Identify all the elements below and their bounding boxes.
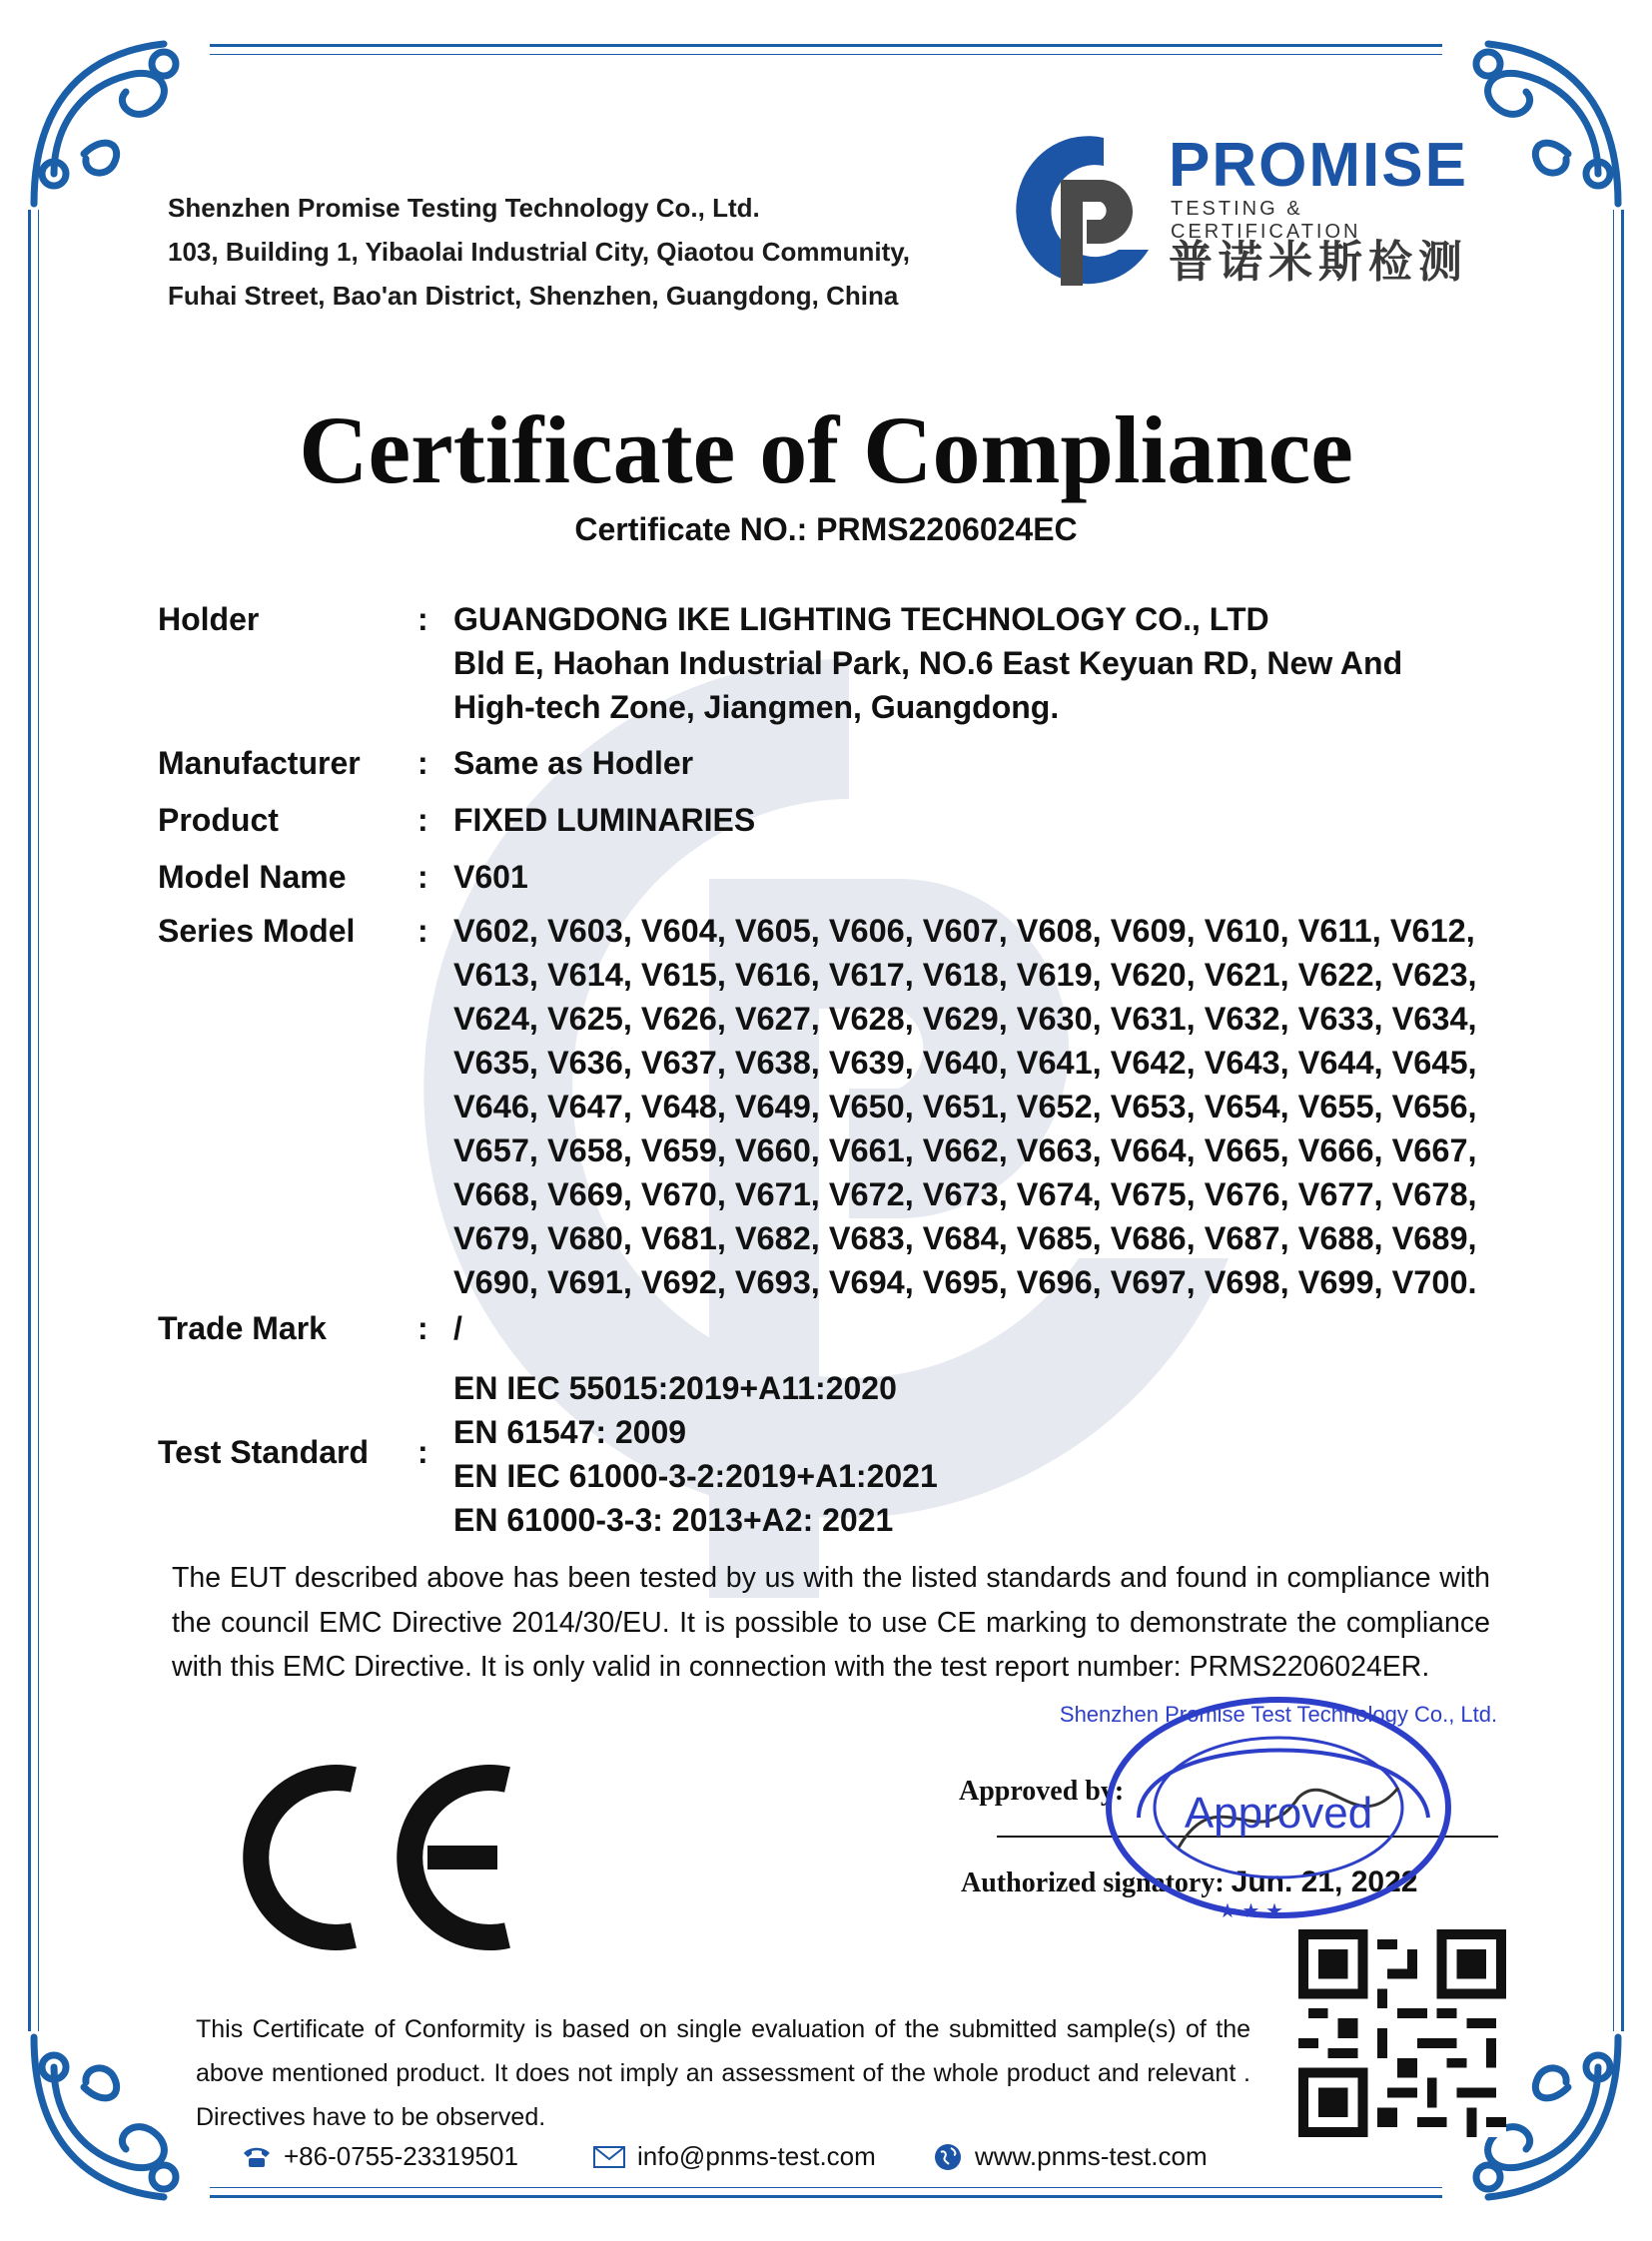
model-name-label: Model Name (158, 859, 347, 895)
contact-website (933, 2141, 1208, 2172)
issuer-block (168, 186, 910, 318)
frame-top-line-thin (210, 54, 1442, 55)
stamp-ring-text: Shenzhen Promise Test Technology Co., Ltd. (1059, 1702, 1498, 1727)
series-model-line: V602, V603, V604, V605, V606, V607, V608, V609, V610, V611, V612, (453, 913, 1475, 949)
phone-number: +86-0755-23319501 (284, 2141, 518, 2171)
test-standard-label: Test Standard (158, 1434, 369, 1470)
email-address[interactable]: info@pnms-test.com (637, 2141, 876, 2171)
frame-top-line (210, 44, 1442, 47)
test-standard-line: EN IEC 61000-3-2:2019+A1:2021 (453, 1458, 938, 1494)
ce-mark-icon (236, 1758, 515, 1957)
contact-phone (242, 2141, 518, 2172)
issuer-address-line2: Fuhai Street, Bao'an District, Shenzhen, Guangdong, China (168, 281, 899, 311)
trade-mark-colon: : (417, 1310, 428, 1346)
logo-name: PROMISE (1169, 131, 1468, 200)
approval-date: Jun. 21, 2022 (1231, 1866, 1418, 1898)
model-name-colon: : (417, 859, 428, 895)
issuer-address-line1: 103, Building 1, Yibaolai Industrial City, Qiaotou Community, (168, 237, 911, 267)
test-standard-line: EN 61000-3-3: 2013+A2: 2021 (453, 1502, 894, 1538)
series-model-line: V613, V614, V615, V616, V617, V618, V619, V620, V621, V622, V623, (453, 957, 1477, 993)
product-value: FIXED LUMINARIES (453, 802, 756, 838)
frame-bottom-line (210, 2195, 1442, 2198)
approved-by-label: Approved by: (959, 1776, 1125, 1807)
trade-mark-value: / (453, 1310, 462, 1346)
series-model-line: V668, V669, V670, V671, V672, V673, V674, V675, V676, V677, V678, (453, 1176, 1477, 1212)
stamp-star-icon: ★ ★ ★ (1219, 1900, 1283, 1922)
page-title: Certificate of Compliance (299, 396, 1353, 503)
series-model-line: V624, V625, V626, V627, V628, V629, V630, V631, V632, V633, V634, (453, 1001, 1477, 1037)
logo-subtitle: TESTING & CERTIFICATION (1171, 198, 1361, 243)
qr-code[interactable] (1298, 1929, 1506, 2137)
holder-colon: : (417, 601, 428, 637)
model-name-value: V601 (453, 859, 528, 895)
certificate-number: Certificate NO.: PRMS2206024EC (574, 511, 1078, 547)
series-model-line: V657, V658, V659, V660, V661, V662, V663, V664, V665, V666, V667, (453, 1132, 1477, 1168)
product-colon: : (417, 802, 428, 838)
series-model-colon: : (417, 913, 428, 949)
manufacturer-label: Manufacturer (158, 745, 361, 781)
holder-line: High-tech Zone, Jiangmen, Guangdong. (453, 689, 1060, 725)
product-label: Product (158, 802, 279, 838)
holder-line: Bld E, Haohan Industrial Park, NO.6 East Keyuan RD, New And (453, 645, 1403, 681)
holder-label: Holder (158, 601, 260, 637)
website-url[interactable]: www.pnms-test.com (975, 2141, 1208, 2171)
issuer-name: Shenzhen Promise Testing Technology Co., Ltd. (168, 193, 760, 223)
frame-bottom-line-thin (210, 2187, 1442, 2188)
promise-logo-mark (1009, 130, 1159, 290)
series-model-line: V646, V647, V648, V649, V650, V651, V652, V653, V654, V655, V656, (453, 1089, 1477, 1124)
series-model-value (453, 909, 1477, 1304)
compliance-statement: The EUT described above has been tested by us with the listed standards and found in compliance with the council EMC Directive 2014/30/EU. It is possible to use CE marking to demonstrate the compliance with this EMC Directive. It is only valid in connection with the test report number: PRMS2206024ER. (172, 1562, 1490, 1683)
test-standard-value (453, 1366, 938, 1542)
logo-chinese: 普诺米斯检测 (1169, 238, 1468, 287)
corner-ornament-bottom-left (14, 2017, 214, 2217)
trade-mark-label: Trade Mark (158, 1310, 327, 1346)
envelope-icon (593, 2145, 625, 2169)
stamp-center-text: Approved (1184, 1789, 1373, 1838)
contact-email (593, 2141, 876, 2172)
series-model-label: Series Model (158, 913, 356, 949)
phone-icon (242, 2145, 272, 2169)
disclaimer: This Certificate of Conformity is based on single evaluation of the submitted sample(s) of the above mentioned product. It does not imply an assessment of the whole product and relevant . Directives have to be observed. (196, 2015, 1250, 2131)
test-standard-line: EN IEC 55015:2019+A11:2020 (453, 1370, 897, 1406)
globe-icon (933, 2142, 963, 2172)
series-model-line: V679, V680, V681, V682, V683, V684, V685, V686, V687, V688, V689, (453, 1220, 1477, 1256)
holder-value (453, 597, 1402, 729)
authorized-signatory-label: Authorized signatory: (961, 1868, 1225, 1898)
holder-line: GUANGDONG IKE LIGHTING TECHNOLOGY CO., LTD (453, 601, 1269, 637)
test-standard-line: EN 61547: 2009 (453, 1414, 687, 1450)
series-model-line: V635, V636, V637, V638, V639, V640, V641, V642, V643, V644, V645, (453, 1045, 1477, 1081)
promise-logo (1009, 130, 1488, 290)
test-standard-colon: : (417, 1434, 428, 1470)
series-model-line: V690, V691, V692, V693, V694, V695, V696, V697, V698, V699, V700. (453, 1264, 1477, 1300)
manufacturer-value: Same as Hodler (453, 745, 694, 781)
manufacturer-colon: : (417, 745, 428, 781)
